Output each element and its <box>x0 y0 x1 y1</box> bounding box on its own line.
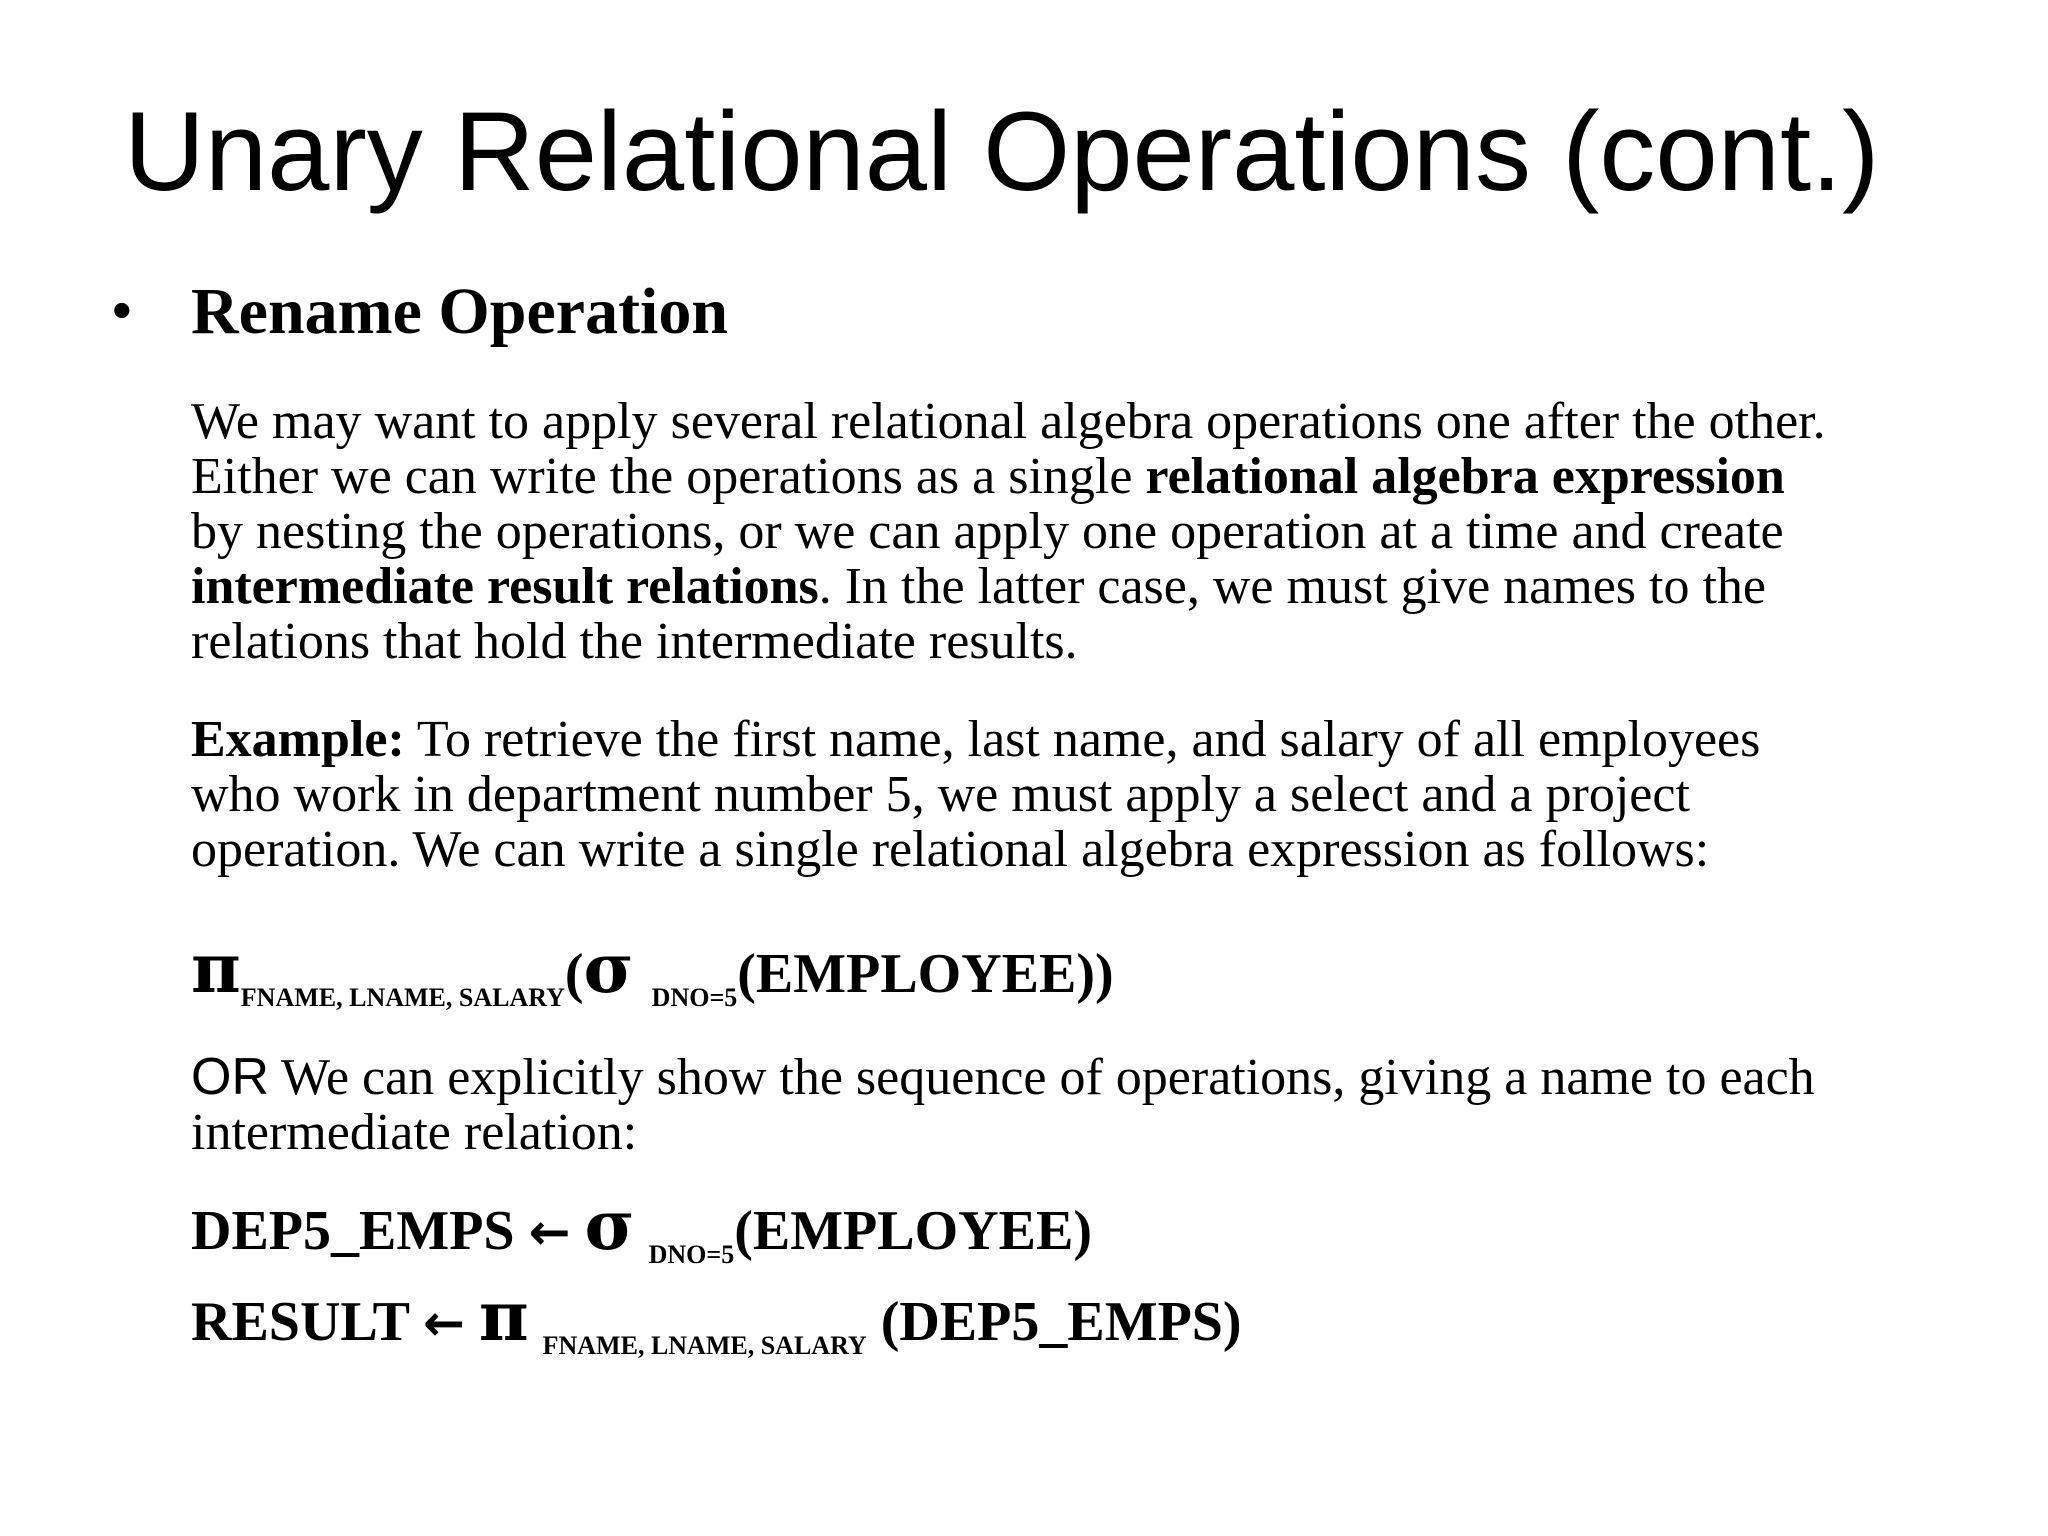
pi-subscript: FNAME, LNAME, SALARY <box>240 983 565 1012</box>
left-arrow-icon: ← <box>422 1294 465 1352</box>
bold-term: intermediate result relations <box>191 558 819 615</box>
relation-expression: (EMPLOYEE) <box>734 1200 1092 1262</box>
relation-expression: (DEP5_EMPS) <box>880 1291 1242 1353</box>
open-paren: ( <box>564 943 584 1005</box>
left-arrow-icon: ← <box>528 1203 571 1261</box>
intro-line <box>191 559 2031 614</box>
alternative-text: We can explicitly show the sequence of operations, giving a name to each <box>269 1049 1815 1106</box>
or-word: OR <box>191 1048 269 1106</box>
example-paragraph <box>191 712 2031 877</box>
alternative-line <box>191 1050 2031 1105</box>
example-line <box>191 712 2031 767</box>
sigma-symbol: σ <box>584 1186 635 1266</box>
example-line: operation. We can write a single relational algebra expression as follows: <box>191 821 1710 878</box>
example-text: To retrieve the first name, last name, and salary of all employees <box>404 711 1761 768</box>
example-line: who work in department number 5, we must apply a select and a project <box>191 766 1690 823</box>
nested-expression <box>191 929 1114 1012</box>
bullet-heading: Rename Operation <box>191 275 729 348</box>
intro-text: Either we can write the operations as a single <box>191 448 1146 505</box>
intro-text: . In the latter case, we must give names to the <box>818 558 1766 615</box>
sigma-subscript: DNO=5 <box>651 983 738 1012</box>
alternative-paragraph <box>191 1050 2031 1160</box>
slide-title: Unary Relational Operations (cont.) <box>124 89 1880 214</box>
sigma-subscript: DNO=5 <box>648 1240 735 1269</box>
intro-line: by nesting the operations, or we can apply one operation at a time and create <box>191 503 1784 560</box>
pi-symbol: π <box>191 929 241 1009</box>
intro-paragraph <box>191 394 2031 669</box>
intro-line <box>191 449 2031 504</box>
sigma-symbol: σ <box>583 929 634 1009</box>
assignment-target: RESULT <box>191 1291 409 1353</box>
intro-line: relations that hold the intermediate results. <box>191 613 1078 670</box>
pi-subscript: FNAME, LNAME, SALARY <box>542 1331 867 1360</box>
alternative-line: intermediate relation: <box>191 1104 638 1161</box>
result-assignment <box>191 1277 1242 1360</box>
assignment-target: DEP5_EMPS <box>191 1200 515 1262</box>
relation-expression: (EMPLOYEE)) <box>737 943 1114 1005</box>
bullet-dot: • <box>112 278 132 341</box>
bold-term: relational algebra expression <box>1145 448 1785 505</box>
pi-symbol: π <box>478 1277 529 1357</box>
dep5-assignment <box>191 1186 1092 1269</box>
intro-line: We may want to apply several relational algebra operations one after the other. <box>191 393 1826 450</box>
example-label: Example: <box>191 711 405 768</box>
